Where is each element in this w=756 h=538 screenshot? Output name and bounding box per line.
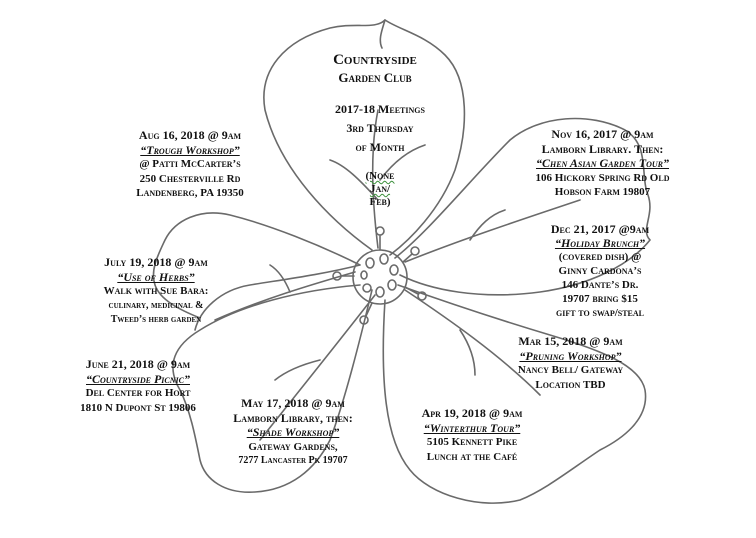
event-aug-line2: 250 Chesterville Rd xyxy=(139,172,241,185)
event-aug xyxy=(110,128,270,201)
event-dec-line2: Ginny Cardona’s xyxy=(558,265,642,277)
event-may-date: May 17, 2018 @ 9am xyxy=(241,396,345,410)
event-dec-title: “Holiday Brunch” xyxy=(554,236,646,250)
meetings-year: 2017-18 Meetings xyxy=(335,102,425,116)
event-jun-line2: 1810 N Dupont St 19806 xyxy=(80,401,196,414)
event-mar xyxy=(488,334,653,392)
no-meeting-line3: Feb) xyxy=(369,196,391,208)
club-title xyxy=(300,52,450,86)
event-jul xyxy=(76,255,236,328)
event-jul-line2: culinary, medicinal & xyxy=(108,299,204,311)
event-may-line2: 7277 Lancaster Pk 19707 xyxy=(238,455,348,466)
meetings-info xyxy=(295,100,465,157)
event-dec-line5: gift to swap/steal xyxy=(556,307,644,319)
event-jun-date: June 21, 2018 @ 9am xyxy=(85,357,191,371)
event-mar-title: “Pruning Workshop” xyxy=(519,348,622,363)
event-nov xyxy=(510,127,695,200)
event-jul-date: July 19, 2018 @ 9am xyxy=(104,255,208,269)
event-dec-line4: 19707 bring $15 xyxy=(562,293,638,305)
event-mar-date: Mar 15, 2018 @ 9am xyxy=(518,334,623,348)
event-jun-title: “Countryside Picnic” xyxy=(86,371,190,386)
event-nov-address2: Hobson Farm 19807 xyxy=(554,186,651,198)
event-nov-location: Lamborn Library. Then: xyxy=(541,141,664,156)
event-jul-line3: Tweed’s herb garden xyxy=(110,314,202,325)
event-dec-line1: (covered dish) @ xyxy=(558,251,642,263)
meetings-period: of Month xyxy=(355,140,405,154)
no-meeting-note xyxy=(345,170,415,209)
no-meeting-line2: Jan/ xyxy=(369,183,391,195)
event-jul-line1: Walk with Sue Bara: xyxy=(103,285,209,297)
event-mar-line2: Location TBD xyxy=(535,378,606,391)
event-apr-title: “Winterthur Tour” xyxy=(423,420,521,435)
event-apr-line1: 5105 Kennett Pike xyxy=(426,436,518,448)
event-may-location: Lamborn Library, then: xyxy=(233,410,353,425)
event-dec-date: Dec 21, 2017 @9am xyxy=(550,222,650,236)
no-meeting-line1: (None xyxy=(365,170,395,182)
event-aug-line3: Landenberg, PA 19350 xyxy=(136,187,244,199)
event-nov-address1: 106 Hickory Spring Rd Old xyxy=(535,171,670,184)
event-dec-line3: 146 Dante’s Dr. xyxy=(561,279,639,291)
club-name-line2: Garden Club xyxy=(338,70,412,85)
event-may-title: “Shade Workshop” xyxy=(246,425,340,439)
event-may xyxy=(218,396,368,469)
event-mar-line1: Nancy Bell/ Gateway xyxy=(517,364,624,376)
event-jun xyxy=(58,357,218,415)
club-name-line1: Countryside xyxy=(333,52,417,68)
event-aug-line1: @ Patti McCarter’s xyxy=(139,158,241,170)
event-nov-title: “Chen Asian Garden Tour” xyxy=(535,156,670,170)
event-apr-line2: Lunch at the Café xyxy=(426,450,518,463)
meetings-day: 3rd Thursday xyxy=(346,121,414,135)
event-nov-date: Nov 16, 2017 @ 9am xyxy=(551,127,654,141)
event-jun-line1: Del Center for Hort xyxy=(85,387,191,399)
event-apr xyxy=(398,406,546,464)
event-apr-date: Apr 19, 2018 @ 9am xyxy=(421,406,523,420)
event-dec xyxy=(520,222,680,320)
event-aug-title: “Trough Workshop” xyxy=(140,142,240,157)
event-aug-date: Aug 16, 2018 @ 9am xyxy=(138,128,242,142)
event-jul-title: “Use of Herbs” xyxy=(117,269,195,284)
event-may-line1: Gateway Gardens, xyxy=(248,440,338,453)
